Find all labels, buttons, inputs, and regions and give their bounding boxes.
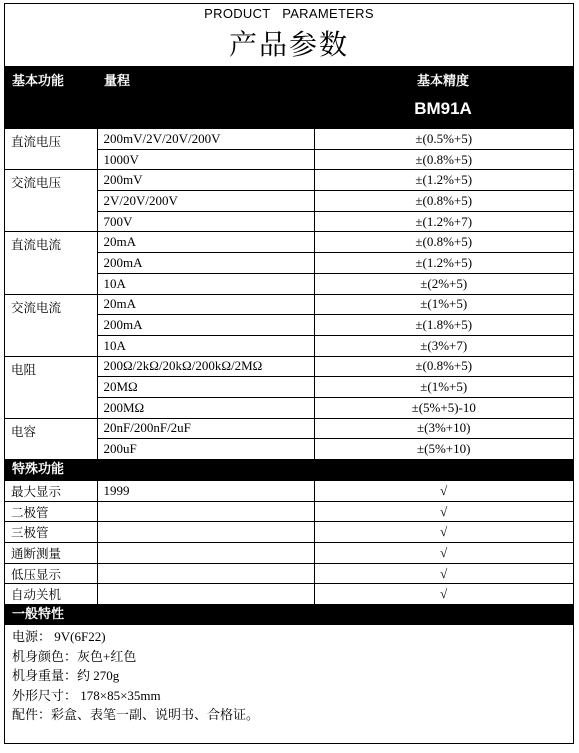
range-cell: 200mA bbox=[97, 315, 314, 336]
table-row bbox=[5, 418, 573, 439]
chinese-title: 产品参数 bbox=[228, 28, 349, 61]
special-functions-header: 特殊功能 bbox=[5, 460, 573, 480]
range-cell: 200Ω/2kΩ/20kΩ/200kΩ/2MΩ bbox=[97, 356, 314, 377]
special-function-name: 通断测量 bbox=[5, 543, 97, 564]
accuracy-cell: ±(0.5%+5) bbox=[314, 129, 573, 150]
accuracy-cell: ±(0.8%+5) bbox=[314, 149, 573, 170]
check-mark: √ bbox=[314, 584, 573, 605]
range-cell: 200uF bbox=[97, 439, 314, 460]
table-header bbox=[5, 66, 573, 128]
table-row bbox=[5, 170, 573, 191]
accuracy-cell: ±(1%+5) bbox=[314, 377, 573, 398]
range-cell: 20nF/200nF/2uF bbox=[97, 418, 314, 439]
range-cell: 10A bbox=[97, 335, 314, 356]
check-mark: √ bbox=[314, 481, 573, 502]
range-cell: 20mA bbox=[97, 294, 314, 315]
table-row bbox=[5, 584, 573, 605]
range-cell: 200mV/2V/20V/200V bbox=[97, 129, 314, 150]
accuracy-cell: ±(0.8%+5) bbox=[314, 191, 573, 212]
range-cell: 10A bbox=[97, 273, 314, 294]
function-name: 交流电压 bbox=[5, 170, 97, 232]
header-function: 基本功能 bbox=[12, 74, 65, 89]
special-function-value bbox=[97, 543, 314, 564]
range-cell: 700V bbox=[97, 211, 314, 232]
general-feature-line: 配件：彩盒、表笔一副、说明书、合格证。 bbox=[12, 707, 260, 723]
header-range: 量程 bbox=[104, 74, 131, 89]
accuracy-cell: ±(1%+5) bbox=[314, 294, 573, 315]
general-feature-line: 机身重量：约 270g bbox=[12, 668, 120, 684]
special-function-value: 1999 bbox=[97, 481, 314, 502]
range-cell: 1000V bbox=[97, 149, 314, 170]
range-cell: 200mV bbox=[97, 170, 314, 191]
basic-spec-body bbox=[5, 129, 573, 460]
special-functions-body bbox=[5, 481, 573, 605]
accuracy-cell: ±(2%+5) bbox=[314, 273, 573, 294]
table-row bbox=[5, 232, 573, 253]
general-features bbox=[5, 625, 573, 725]
range-cell: 200mA bbox=[97, 253, 314, 274]
range-cell: 2V/20V/200V bbox=[97, 191, 314, 212]
table-row bbox=[5, 294, 573, 315]
accuracy-cell: ±(0.8%+5) bbox=[314, 356, 573, 377]
general-feature-line: 电源： 9V(6F22) bbox=[12, 629, 106, 645]
function-name: 直流电压 bbox=[5, 129, 97, 170]
function-name: 电阻 bbox=[5, 356, 97, 418]
table-row bbox=[5, 129, 573, 150]
general-feature-line: 外形尺寸： 178×85×35mm bbox=[12, 687, 161, 703]
accuracy-cell: ±(3%+10) bbox=[314, 418, 573, 439]
special-functions-table bbox=[5, 480, 573, 605]
table-row bbox=[5, 356, 573, 377]
special-function-name: 三极管 bbox=[5, 522, 97, 543]
special-function-value bbox=[97, 522, 314, 543]
table-row bbox=[5, 543, 573, 564]
function-name: 交流电流 bbox=[5, 294, 97, 356]
special-function-name: 低压显示 bbox=[5, 563, 97, 584]
table-row bbox=[5, 563, 573, 584]
check-mark: √ bbox=[314, 501, 573, 522]
accuracy-cell: ±(1.2%+5) bbox=[314, 253, 573, 274]
header-accuracy: 基本精度 bbox=[416, 74, 469, 89]
check-mark: √ bbox=[314, 522, 573, 543]
accuracy-cell: ±(3%+7) bbox=[314, 335, 573, 356]
special-function-value bbox=[97, 501, 314, 522]
general-feature-line: 机身颜色：灰色+红色 bbox=[12, 648, 137, 664]
special-function-value bbox=[97, 584, 314, 605]
accuracy-cell: ±(1.2%+5) bbox=[314, 170, 573, 191]
accuracy-cell: ±(5%+10) bbox=[314, 439, 573, 460]
table-row bbox=[5, 522, 573, 543]
range-cell: 20mA bbox=[97, 232, 314, 253]
range-cell: 20MΩ bbox=[97, 377, 314, 398]
general-features-header: 一般特性 bbox=[5, 605, 573, 625]
special-function-name: 自动关机 bbox=[5, 584, 97, 605]
table-row bbox=[5, 501, 573, 522]
special-function-value bbox=[97, 563, 314, 584]
accuracy-cell: ±(1.8%+5) bbox=[314, 315, 573, 336]
english-title: PRODUCT PARAMETERS bbox=[204, 6, 374, 21]
check-mark: √ bbox=[314, 563, 573, 584]
accuracy-cell: ±(0.8%+5) bbox=[314, 232, 573, 253]
range-cell: 200MΩ bbox=[97, 397, 314, 418]
function-name: 电容 bbox=[5, 418, 97, 459]
special-function-name: 二极管 bbox=[5, 501, 97, 522]
model-name: BM91A bbox=[414, 99, 472, 118]
function-name: 直流电流 bbox=[5, 232, 97, 294]
basic-spec-table bbox=[5, 128, 573, 460]
product-parameters-sheet bbox=[4, 3, 574, 744]
special-function-name: 最大显示 bbox=[5, 481, 97, 502]
accuracy-cell: ±(5%+5)-10 bbox=[314, 397, 573, 418]
accuracy-cell: ±(1.2%+7) bbox=[314, 211, 573, 232]
check-mark: √ bbox=[314, 543, 573, 564]
table-row bbox=[5, 481, 573, 502]
